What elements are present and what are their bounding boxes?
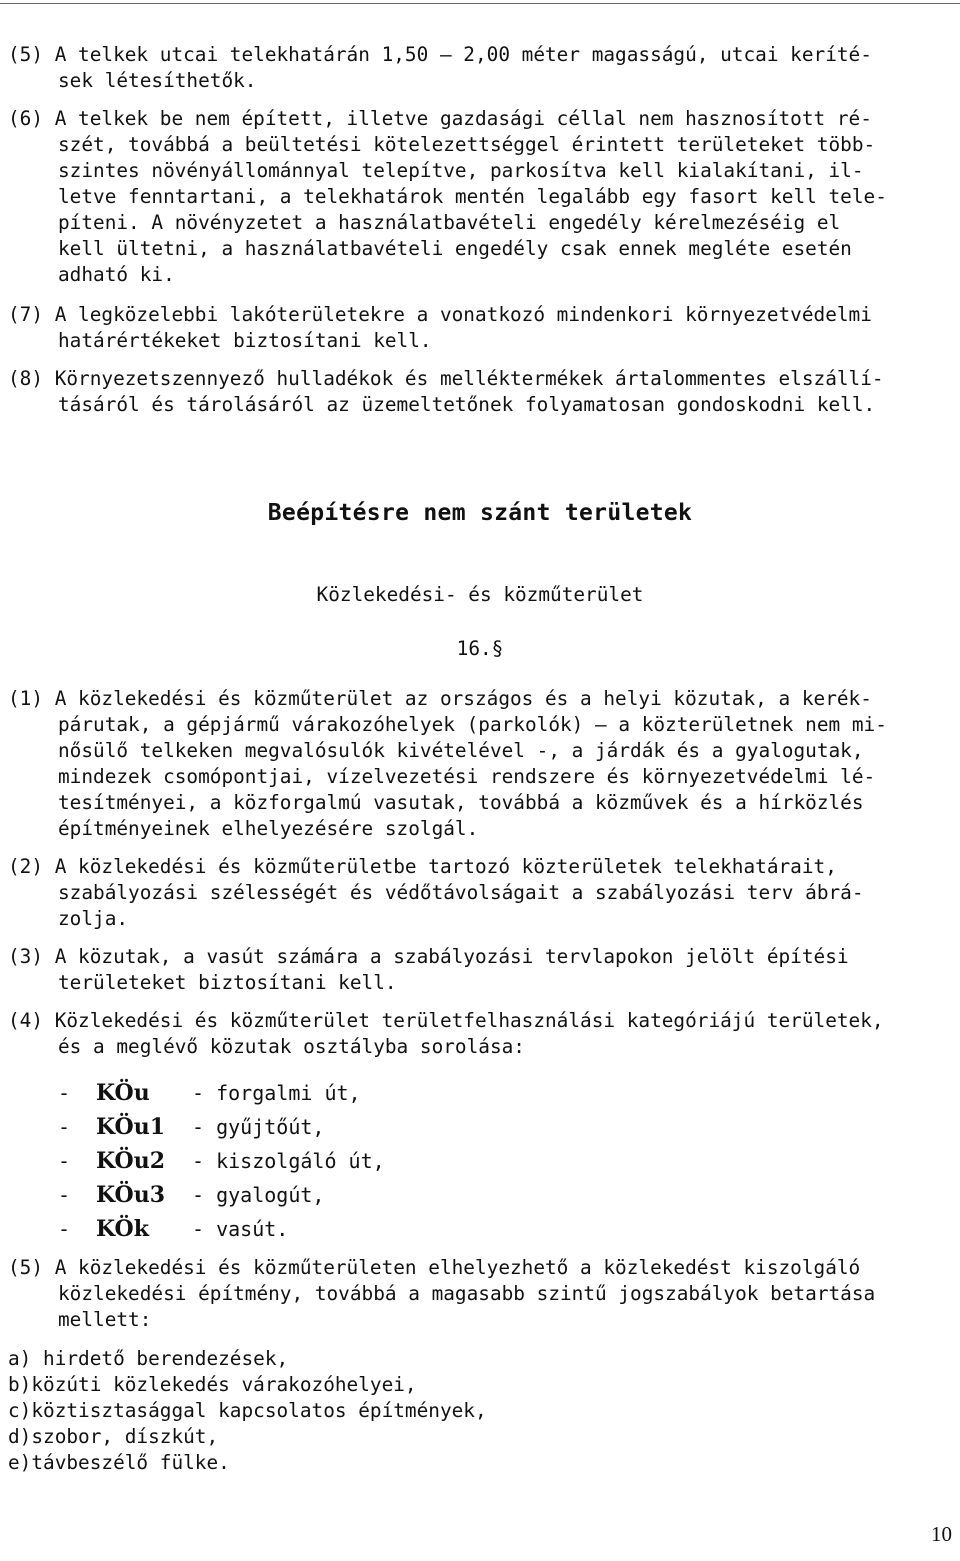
category-description: - gyűjtőút,	[192, 1115, 325, 1139]
text-line: területeket biztosítani kell.	[58, 971, 397, 994]
category-dash: -	[58, 1081, 71, 1105]
text-line: (2) A közlekedési és közműterületbe tartozó közterületek telekhatárait,	[8, 855, 837, 878]
text-line: letve fenntartani, a telekhatárok mentén legalább egy fasort kell tele-	[58, 185, 887, 208]
text-line: közlekedési építmény, továbbá a magasabb szintű jogszabályok betartása	[58, 1282, 876, 1305]
text-line: zolja.	[58, 907, 129, 930]
text-line: és a meglévő közutak osztályba sorolása:	[58, 1035, 525, 1058]
text-line: kell ültetni, a használatbavételi engedély csak ennek megléte esetén	[58, 237, 852, 260]
text-line: mindezek csomópontjai, vízelvezetési rendszere és környezetvédelmi lé-	[58, 765, 876, 788]
text-line: (7) A legközelebbi lakóterületekre a vonatkozó mindenkori környezetvédelmi	[8, 303, 872, 326]
text-line: nősülő telkeken megvalósulók kivételével -, a járdák és a gyalogutak,	[58, 739, 864, 762]
category-code: KÖu1	[96, 1114, 165, 1140]
text-line: (8) Környezetszennyező hulladékok és melléktermékek ártalommentes elszállí-	[8, 367, 884, 390]
text-line: tesítményei, a közforgalmú vasutak, továbbá a közművek és a hírközlés	[58, 791, 864, 814]
text-line: e)távbeszélő fülke.	[8, 1451, 230, 1474]
text-line: szét, továbbá a beültetési kötelezettséggel érintett területeket több-	[58, 133, 876, 156]
text-line: (5) A telkek utcai telekhatárán 1,50 – 2,00 méter magasságú, utcai keríté-	[8, 43, 872, 66]
text-line: szabályozási szélességét és védőtávolságait a szabályozási terv ábrá-	[58, 881, 864, 904]
category-dash: -	[58, 1115, 71, 1139]
category-description: - gyalogút,	[192, 1183, 325, 1207]
text-line: c)köztisztasággal kapcsolatos építmények,	[8, 1399, 487, 1422]
category-description: - kiszolgáló út,	[192, 1149, 385, 1173]
text-line: (3) A közutak, a vasút számára a szabályozási tervlapokon jelölt építési	[8, 945, 849, 968]
category-description: - vasút.	[192, 1217, 289, 1241]
text-line: píteni. A növényzetet a használatbavételi engedély kérelmezéséig el	[58, 211, 841, 234]
category-dash: -	[58, 1149, 71, 1173]
text-line: a) hirdető berendezések,	[8, 1347, 289, 1370]
text-line: mellett:	[58, 1308, 152, 1331]
text-line: határértékeket biztosítani kell.	[58, 329, 432, 352]
text-line: adható ki.	[58, 263, 175, 286]
text-line: szintes növényállománnyal telepítve, parkosítva kell kialakítani, il-	[58, 159, 864, 182]
category-code: KÖu	[96, 1080, 150, 1106]
section-heading: Beépítésre nem szánt területek	[267, 500, 693, 526]
text-line: b)közúti közlekedés várakozóhelyei,	[8, 1373, 417, 1396]
category-dash: -	[58, 1217, 71, 1241]
text-line: párutak, a gépjármű várakozóhelyek (parkolók) – a közterületnek nem mi-	[58, 713, 887, 736]
text-line: d)szobor, díszkút,	[8, 1425, 219, 1448]
subheading: Közlekedési- és közműterület	[316, 583, 644, 606]
top-rule	[0, 3, 960, 4]
page-number: 10	[931, 1522, 952, 1546]
category-description: - forgalmi út,	[192, 1081, 361, 1105]
category-dash: -	[58, 1183, 71, 1207]
text-line: (6) A telkek be nem épített, illetve gazdasági céllal nem hasznosított ré-	[8, 107, 872, 130]
text-line: (4) Közlekedési és közműterület területfelhasználási kategóriájú területek,	[8, 1009, 884, 1032]
category-code: KÖu2	[96, 1148, 165, 1174]
text-line: (5) A közlekedési és közműterületen elhelyezhető a közlekedést kiszolgáló	[8, 1256, 861, 1279]
text-line: tásáról és tárolásáról az üzemeltetőnek folyamatosan gondoskodni kell.	[58, 393, 876, 416]
section-number: 16.§	[456, 637, 504, 660]
category-code: KÖk	[96, 1216, 149, 1242]
text-line: sek létesíthetők.	[58, 69, 257, 92]
text-line: építményeinek elhelyezésére szolgál.	[58, 817, 479, 840]
category-code: KÖu3	[96, 1182, 165, 1208]
text-line: (1) A közlekedési és közműterület az országos és a helyi közutak, a kerék-	[8, 687, 872, 710]
